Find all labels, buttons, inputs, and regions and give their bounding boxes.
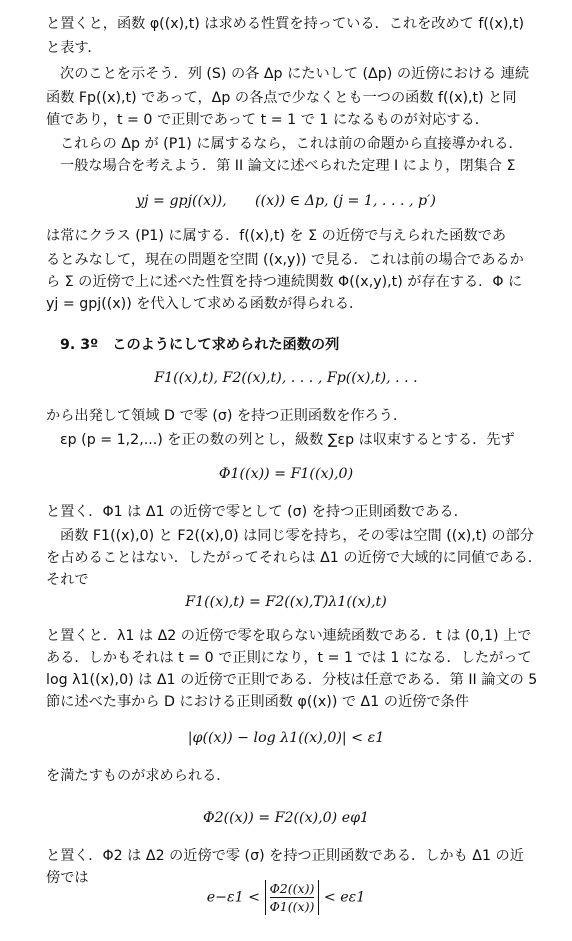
text-line: から出発して領域 D で零 (σ) を持つ正則函数を作ろう． (46, 408, 408, 424)
text-line: と置くと，函数 φ((x),t) は求める性質を持っている．これを改めて f((x),t) (46, 16, 524, 32)
text-line: 函数 F1((x),0) と F2((x),0) は同じ零を持ち，その零は空間 ((x),t) の部分 (60, 528, 534, 544)
text-line: ある．しかもそれは t = 0 で正則になり，t = 1 では 1 になる．したがって (46, 650, 532, 666)
text-line: を満たすものが求められる． (46, 768, 231, 784)
text-line: 次のことを示そう．列 (S) の各 Δp にたいして (Δp) の近傍における 連続 (60, 66, 530, 82)
text-line: と置く．Φ2 は Δ2 の近傍で零 (σ) を持つ正則函数である．しかも Δ1 の近 (46, 848, 524, 864)
text-line: それで (46, 572, 89, 588)
fraction (265, 880, 320, 915)
text-line: 節に述べた事から D における正則函数 φ((x)) で Δ1 の近傍で条件 (46, 694, 469, 710)
equation: F1((x),t), F2((x),t), . . . , Fp((x),t), . . . (154, 370, 418, 386)
equation: F1((x),t) = F2((x),T)λ1((x),t) (185, 594, 387, 610)
equation: |φ((x)) − log λ1((x),0)| < ε1 (187, 730, 385, 746)
text-line: 函数 Fp((x),t) であって，Δp の各点で少なくとも一つの函数 f((x),t) と同 (46, 90, 517, 106)
text-line: yj = gpj((x)) を代入して求める函数が得られる． (46, 296, 364, 312)
fraction-denominator: Φ1((x)) (269, 899, 315, 914)
fraction-numerator: Φ2((x)) (269, 881, 315, 896)
text-line: と置くと．λ1 は Δ2 の近傍で零を取らない連続函数である．t は (0,1) 上で (46, 628, 532, 644)
text-line: 傍では (46, 870, 89, 886)
text-line: εp (p = 1,2,...) を正の数の列とし，級数 ∑εp は収束するとする．先ず (60, 432, 515, 448)
text-line: 一般な場合を考えよう．第 II 論文に述べられた定理 I により，閉集合 Σ (60, 158, 516, 174)
text-line: と置く．Φ1 は Δ1 の近傍で零として (σ) を持つ正則函数である． (46, 504, 468, 520)
text-line: log λ1((x),0) は Δ1 の近傍で正則である．分枝は任意である．第 II 論文の 5 (46, 672, 538, 688)
text-line: は常にクラス (P1) に属する．f((x),t) を Σ の近傍で与えられた函数であ (46, 228, 507, 244)
eq-right: < eε1 (323, 889, 366, 906)
text-line: と表す． (46, 40, 102, 56)
section-heading: 9. 3º このようにして求められた函数の列 (60, 337, 340, 353)
equation: Φ1((x)) = F1((x),0) (218, 466, 354, 482)
equation-fraction (0, 880, 572, 915)
equation: Φ2((x)) = F2((x),0) eφ1 (202, 810, 370, 826)
text-line: 値であり，t = 0 で正則であって t = 1 で 1 になるものが対応する． (46, 112, 489, 128)
equation: yj = gpj((x)), ((x)) ∈ Δp, (j = 1, . . . , p′) (136, 193, 436, 209)
text-line: これらの Δp が (P1) に属するなら，これは前の命題から直接導かれる． (60, 136, 523, 152)
eq-left: e−ε1 < (206, 889, 261, 906)
text-line: を占めることはない．したがってそれらは Δ1 の近傍で大域的に同値である． (46, 550, 542, 566)
text-line: るとみなして，現在の問題を空間 ((x,y)) で見る．これは前の場合であるか (46, 252, 524, 268)
text-line: ら Σ の近傍で上に述べた性質を持つ連続関数 Φ((x,y),t) が存在する．Φ に (46, 274, 523, 290)
